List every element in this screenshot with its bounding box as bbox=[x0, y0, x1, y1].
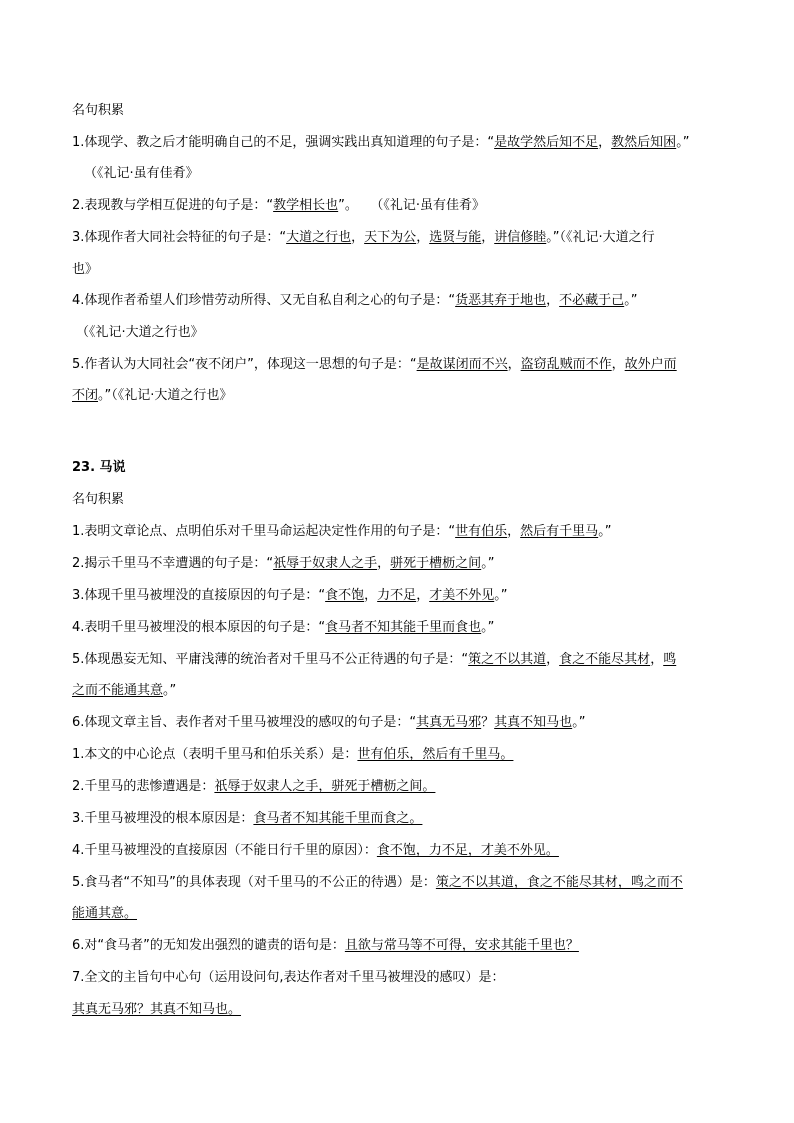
list-item: 4.表明千里马被埋没的根本原因的句子是：“食马者不知其能千里而食也。” bbox=[72, 620, 495, 635]
answer-text: 故外户而 bbox=[624, 357, 677, 372]
answer-text: 货恶其弃于地也 bbox=[455, 293, 547, 308]
answer-text: 是故学然后知不足 bbox=[494, 135, 599, 150]
answer-text: 然后有千里马 bbox=[520, 524, 599, 539]
qa-item: 6.对“食马者”的无知发出强烈的谴责的语句是：且欲与常马等不可得，安求其能千里也？ bbox=[72, 938, 579, 953]
answer-text: 才美不外见 bbox=[429, 588, 495, 603]
source-citation: 也》 bbox=[72, 262, 99, 277]
answer-text: 世有伯乐 bbox=[455, 524, 508, 539]
qa-item: 5.食马者“不知马”的具体表现（对千里马的不公正的待遇）是：策之不以其道，食之不能尽其材，鸣之而不 bbox=[72, 875, 683, 890]
answer-text: 是故谋闭而不兴 bbox=[416, 357, 508, 372]
list-item-continuation: 之而不能通其意。” bbox=[72, 683, 177, 698]
answer-text: 骈死于槽枥之间 bbox=[390, 556, 482, 571]
list-item: 5.体现愚妄无知、平庸浅薄的统治者对千里马不公正待遇的句子是：“策之不以其道，食之不能尽其材，鸣 bbox=[72, 652, 677, 667]
qa-item: 2.千里马的悲惨遭遇是：祇辱于奴隶人之手，骈死于槽枥之间。 bbox=[72, 779, 436, 794]
source-citation: （《礼记·虽有佳肴》 bbox=[84, 166, 199, 181]
answer-text: 能通其意。 bbox=[72, 906, 138, 921]
answer-text: 不闭 bbox=[72, 388, 99, 403]
answer-text: 盗窃乱贼而不作 bbox=[520, 357, 612, 372]
answer-text: 食不饱，力不足，才美不外见。 bbox=[376, 843, 559, 858]
answer-text: 选贤与能 bbox=[429, 230, 482, 245]
list-item: 5.作者认为大同社会“夜不闭户”，体现这一思想的句子是：“是故谋闭而不兴，盗窃乱贼而不作，故外户而 bbox=[72, 357, 677, 372]
qa-item: 7.全文的主旨句中心句（运用设问句,表达作者对千里马被埋没的感叹）是： bbox=[72, 970, 505, 985]
answer-text: 教然后知困 bbox=[611, 135, 677, 150]
list-item: 4.体现作者希望人们珍惜劳动所得、又无自私自利之心的句子是：“货恶其弃于地也，不必藏于己。” bbox=[72, 293, 638, 308]
answer-text: 讲信修睦 bbox=[494, 230, 547, 245]
list-item: 3.体现千里马被埋没的直接原因的句子是：“食不饱，力不足，才美不外见。” bbox=[72, 588, 508, 603]
qa-item-continuation bbox=[72, 1000, 241, 1020]
source-citation: （《礼记·大道之行也》 bbox=[76, 325, 204, 340]
source-citation: （《礼记·虽有佳肴》 bbox=[370, 198, 485, 213]
list-item: 3.体现作者大同社会特征的句子是：“大道之行也，天下为公，选贤与能，讲信修睦。”（《礼记·大道之行 bbox=[72, 230, 655, 245]
answer-text: 之而不能通其意 bbox=[72, 683, 164, 698]
answer-text: 策之不以其道 bbox=[468, 652, 547, 667]
answer-text: 且欲与常马等不可得，安求其能千里也？ bbox=[344, 938, 579, 953]
section-title: 23. 马说 bbox=[72, 460, 126, 475]
section-heading: 名句积累 bbox=[72, 492, 125, 507]
list-item: 6.体现文章主旨、表作者对千里马被埋没的感叹的句子是：“其真无马邪？其真不知马也。” bbox=[72, 715, 586, 730]
answer-text: 世有伯乐，然后有千里马。 bbox=[357, 747, 514, 762]
qa-item-continuation bbox=[72, 904, 137, 924]
answer-text: 不必藏于己 bbox=[559, 293, 625, 308]
answer-text: 天下为公 bbox=[364, 230, 417, 245]
answer-text: 其真不知马也 bbox=[494, 715, 573, 730]
answer-text: 大道之行也 bbox=[286, 230, 352, 245]
answer-text: 其真无马邪 bbox=[416, 715, 482, 730]
answer-text: 祇辱于奴隶人之手，骈死于槽枥之间。 bbox=[214, 779, 436, 794]
list-item: 1.表明文章论点、点明伯乐对千里马命运起决定性作用的句子是：“世有伯乐，然后有千里马。” bbox=[72, 524, 612, 539]
list-item-continuation: 不闭。”（《礼记·大道之行也》 bbox=[72, 388, 233, 403]
answer-text: 教学相长也 bbox=[273, 198, 339, 213]
answer-text: 食马者不知其能千里而食也 bbox=[325, 620, 482, 635]
qa-item: 4.千里马被埋没的直接原因（不能日行千里的原因）：食不饱，力不足，才美不外见。 bbox=[72, 843, 559, 858]
list-item: 2.揭示千里马不幸遭遇的句子是：“祇辱于奴隶人之手，骈死于槽枥之间。” bbox=[72, 556, 495, 571]
answer-text: 其真无马邪？其真不知马也。 bbox=[72, 1002, 242, 1017]
list-item: 2.表现教与学相互促进的句子是：“教学相长也”。 （《礼记·虽有佳肴》 bbox=[72, 198, 485, 213]
answer-text: 食之不能尽其材 bbox=[559, 652, 651, 667]
answer-text: 鸣 bbox=[663, 652, 677, 667]
answer-text: 策之不以其道，食之不能尽其材，鸣之而不 bbox=[435, 875, 683, 890]
answer-text: 食马者不知其能千里而食之。 bbox=[253, 811, 423, 826]
answer-text: 力不足 bbox=[377, 588, 417, 603]
qa-item: 1.本文的中心论点（表明千里马和伯乐关系）是：世有伯乐，然后有千里马。 bbox=[72, 747, 514, 762]
list-item: 1.体现学、教之后才能明确自己的不足，强调实践出真知道理的句子是：“是故学然后知不足，教然后知困。” bbox=[72, 135, 690, 150]
answer-text: 祇辱于奴隶人之手 bbox=[273, 556, 378, 571]
section-heading: 名句积累 bbox=[72, 103, 125, 118]
qa-item: 3.千里马被埋没的根本原因是：食马者不知其能千里而食之。 bbox=[72, 811, 423, 826]
answer-text: 食不饱 bbox=[325, 588, 365, 603]
